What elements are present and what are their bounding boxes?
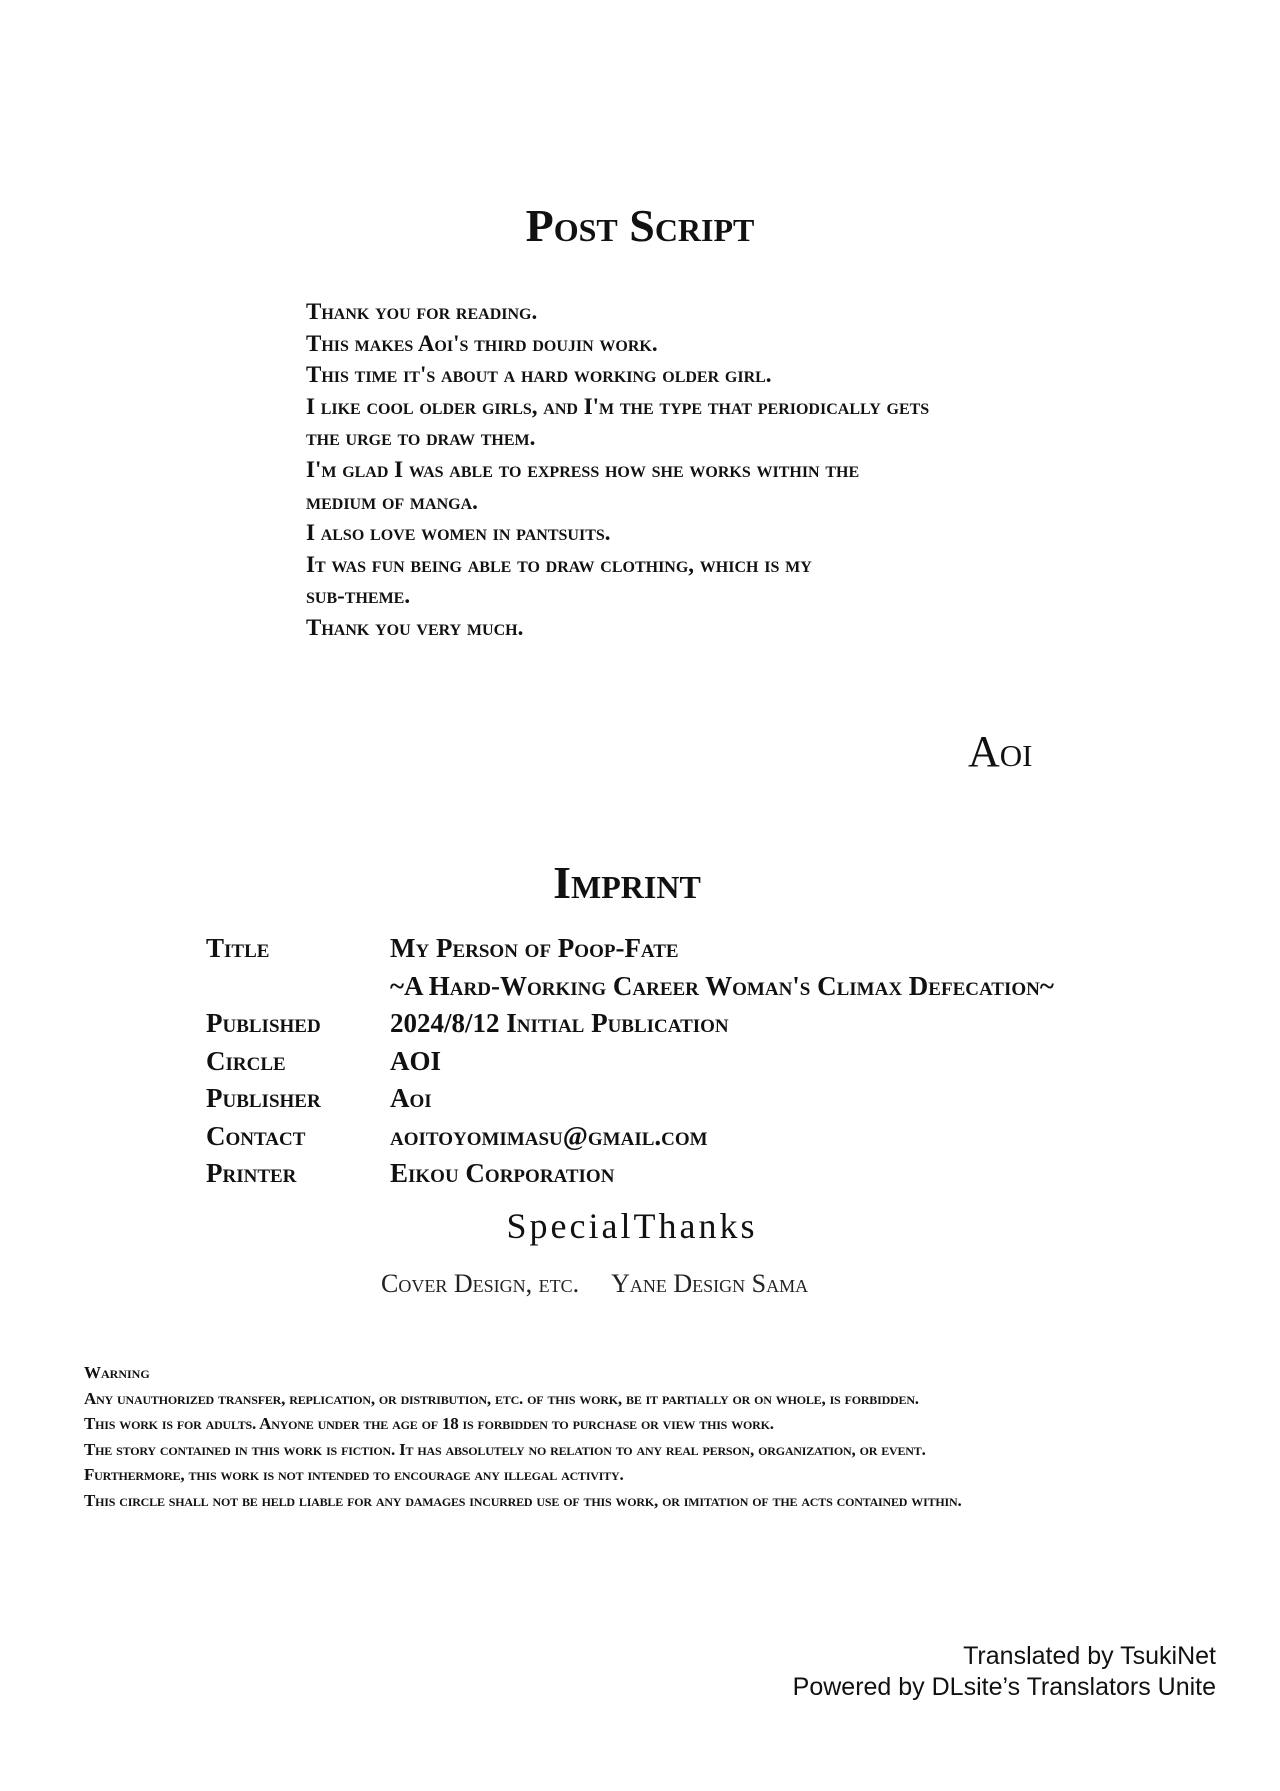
imprint-value: Aoi xyxy=(390,1083,432,1113)
imprint-value: Eikou Corporation xyxy=(390,1158,615,1188)
imprint-value: My Person of Poop-Fate xyxy=(390,933,679,963)
imprint-title: Imprint xyxy=(553,857,701,908)
warning-line: The story contained in this work is fiction. It has absolutely no relation to any real person, organization, or event. xyxy=(84,1439,926,1459)
warning-line: Furthermore, this work is not intended to encourage any illegal activity. xyxy=(84,1465,624,1484)
imprint-row xyxy=(206,930,1054,968)
warning-line: Any unauthorized transfer, replication, or distribution, etc. of this work, be it partially or on whole, is forbidden. xyxy=(84,1388,919,1408)
post-script-line: sub-theme. xyxy=(306,583,411,609)
warning-line: This work is for adults. Anyone under the age of 18 is forbidden to purchase or view this work. xyxy=(84,1414,774,1433)
post-script-line: This makes Aoi's third doujin work. xyxy=(306,330,658,356)
imprint-label: Published xyxy=(206,1008,321,1038)
special-thanks-entry xyxy=(381,1268,808,1300)
imprint-value: 2024/8/12 Initial Publication xyxy=(390,1008,729,1038)
warning-line: This circle shall not be held liable for any damages incurred use of this work, or imitation of the acts contained within. xyxy=(84,1490,962,1510)
special-thanks-role: Cover Design, etc. xyxy=(381,1269,580,1298)
special-thanks-name: Yane Design Sama xyxy=(611,1269,809,1298)
post-script-line: Thank you very much. xyxy=(306,614,524,640)
author-signature: Aoi xyxy=(968,727,1033,776)
post-script-line: It was fun being able to draw clothing, which is my xyxy=(306,551,812,577)
warning-section xyxy=(84,1360,1224,1513)
imprint-row xyxy=(206,968,1054,1006)
post-script-line: Thank you for reading. xyxy=(306,299,538,324)
special-thanks-title: SpecialThanks xyxy=(506,1206,758,1246)
imprint-label: Circle xyxy=(206,1045,286,1076)
warning-lines xyxy=(84,1386,1224,1514)
imprint-value: AOI xyxy=(390,1045,442,1076)
imprint-label: Title xyxy=(206,933,270,963)
imprint-row xyxy=(206,1043,1054,1081)
post-script-title: Post Script xyxy=(525,200,755,251)
post-script-line: the urge to draw them. xyxy=(306,425,536,451)
imprint-row xyxy=(206,1005,1054,1043)
imprint-value: ~A Hard-Working Career Woman's Climax Defecation~ xyxy=(390,970,1054,1001)
post-script-line: I'm glad I was able to express how she works within the xyxy=(306,456,860,482)
warning-title: Warning xyxy=(84,1363,150,1382)
imprint-row xyxy=(206,1118,1054,1156)
powered-by: Powered by DLsite’s Translators Unite xyxy=(792,1673,1216,1701)
translation-credits xyxy=(793,1641,1216,1703)
post-script-body xyxy=(306,296,1026,644)
imprint-row xyxy=(206,1080,1054,1118)
imprint-table xyxy=(206,930,1054,1193)
imprint-value: aoitoyomimasu@gmail.com xyxy=(390,1120,708,1151)
imprint-label xyxy=(206,968,390,1006)
imprint-label: Contact xyxy=(206,1120,306,1151)
imprint-row xyxy=(206,1155,1054,1193)
translated-by: Translated by TsukiNet xyxy=(963,1642,1216,1670)
post-script-line: medium of manga. xyxy=(306,488,478,514)
imprint-label: Publisher xyxy=(206,1083,321,1113)
post-script-line: This time it's about a hard working older girl. xyxy=(306,362,772,388)
post-script-line: I also love women in pantsuits. xyxy=(306,520,611,546)
post-script-line: I like cool older girls, and I'm the type that periodically gets xyxy=(306,393,930,419)
imprint-label: Printer xyxy=(206,1158,297,1188)
